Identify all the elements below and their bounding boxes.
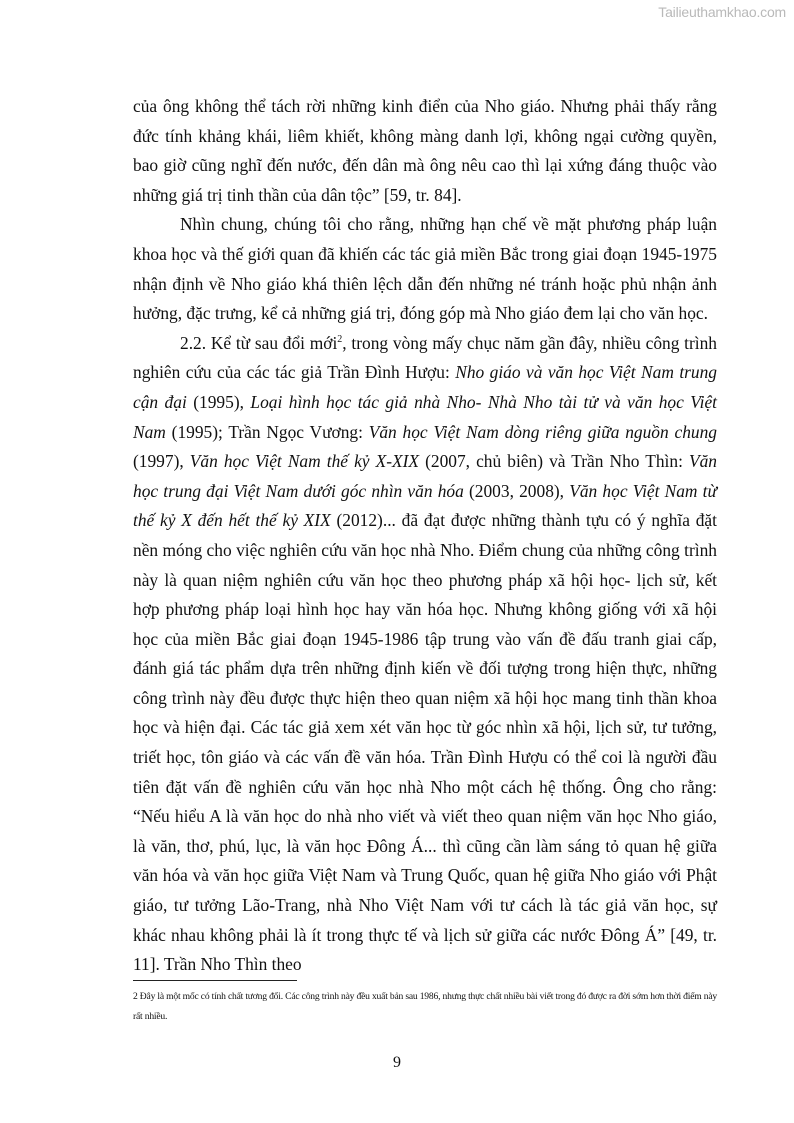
text-run: (2003, 2008),	[463, 480, 570, 501]
text-run: (1995),	[186, 391, 251, 412]
text-run: Nhìn chung, chúng tôi cho rằng, những hạn chế về mặt phương pháp luận khoa học và thế giới quan đã khiến các tác giả miền Bắc trong giai đoạn 1945-1975 nhận định về Nho giáo khá thiên lệch dẫn đến những né tránh hoặc phủ nhận ảnh hưởng, đặc trưng, kể cả những giá trị, đóng góp mà Nho giáo đem lại cho văn học.	[133, 214, 717, 324]
text-run: (2012)... đã đạt được những thành tựu có ý nghĩa đặt nền móng cho việc nghiên cứu văn học nhà Nho. Điểm chung của những công trình này là quan niệm nghiên cứu văn học theo phương pháp xã hội học- lịch sử, kết hợp phương pháp loại hình học hay văn hóa học. Nhưng không giống với xã hội học của miền Bắc giai đoạn 1945-1986 tập trung vào vấn đề đấu tranh giai cấp, đánh giá tác phẩm dựa trên những định kiến về đối tượng trong hiện thực, những công trình này đều được thực hiện theo quan niệm xã hội học mang tinh thần khoa học và hiện đại. Các tác giả xem xét văn học từ góc nhìn xã hội, lịch sử, tư tưởng, triết học, tôn giáo và các vấn đề văn hóa. Trần Đình Hượu có thể coi là người đầu tiên đặt vấn đề nghiên cứu văn học nhà Nho một cách hệ thống. Ông cho rằng: “Nếu hiểu A là văn học do nhà nho viết và viết theo quan niệm văn học Nho giáo, là văn, thơ, phú, lục, là văn học Đông Á... thì cũng cần làm sáng tỏ quan hệ giữa văn hóa và văn học giữa Việt Nam và Trung Quốc, quan hệ giữa Nho giáo với Phật giáo, tư tưởng Lão-Trang, nhà Nho Việt Nam với tư cách là tác giả văn học, sự khác nhau không phải là ít trong thực tế và lịch sử giữa các nước Đông Á” [49, tr. 11]. Trần Nho Thìn theo	[133, 510, 717, 975]
paragraph-3	[133, 329, 717, 980]
paragraph-1	[133, 92, 717, 210]
footnote-separator	[133, 980, 297, 981]
text-run: 2.2. Kể từ sau đổi mới	[180, 332, 338, 353]
footnote-2: 2 Đây là một mốc có tính chất tương đối. Các công trình này đều xuất bản sau 1986, nhưng thực chất nhiều bài viết trong đó được ra đời sớm hơn thời điểm này rất nhiều.	[133, 991, 717, 1022]
text-run: của ông không thể tách rời những kinh điển của Nho giáo. Nhưng phải thấy rằng đức tính khảng khái, liêm khiết, không màng danh lợi, không ngại cường quyền, bao giờ cũng nghĩ đến nước, đến dân mà ông nêu cao thì lại xứng đáng thuộc vào những giá trị tinh thần của dân tộc” [59, tr. 84].	[133, 96, 717, 205]
footnote-ref: 2	[337, 333, 343, 345]
paragraph-2	[133, 210, 717, 328]
work-title: Văn học Việt Nam dòng riêng giữa nguồn chung	[368, 421, 717, 442]
work-title: Văn học Việt Nam từ thế kỷ X đến hết thế kỷ XIX	[133, 480, 717, 531]
work-title: Nho giáo và văn học Việt Nam trung cận đại	[133, 362, 717, 412]
page-number: 9	[393, 1054, 401, 1071]
text-run: , trong vòng mấy chục năm gần đây, nhiều công trình nghiên cứu của các tác giả Trần Đình Hượu:	[133, 332, 717, 383]
body-text	[133, 92, 717, 980]
text-run: (2007, chủ biên) và Trần Nho Thìn:	[419, 451, 689, 472]
text-run: (1997),	[133, 451, 190, 472]
work-title: Loại hình học tác giả nhà Nho- Nhà Nho tài tử và văn học Việt Nam	[133, 391, 717, 442]
watermark-text: Tailieuthamkhao.com	[658, 4, 786, 20]
work-title: Văn học Việt Nam thế kỷ X-XIX	[189, 451, 420, 472]
work-title: Văn học trung đại Việt Nam dưới góc nhìn văn hóa	[133, 451, 717, 501]
text-run: (1995); Trần Ngọc Vương:	[165, 421, 369, 442]
